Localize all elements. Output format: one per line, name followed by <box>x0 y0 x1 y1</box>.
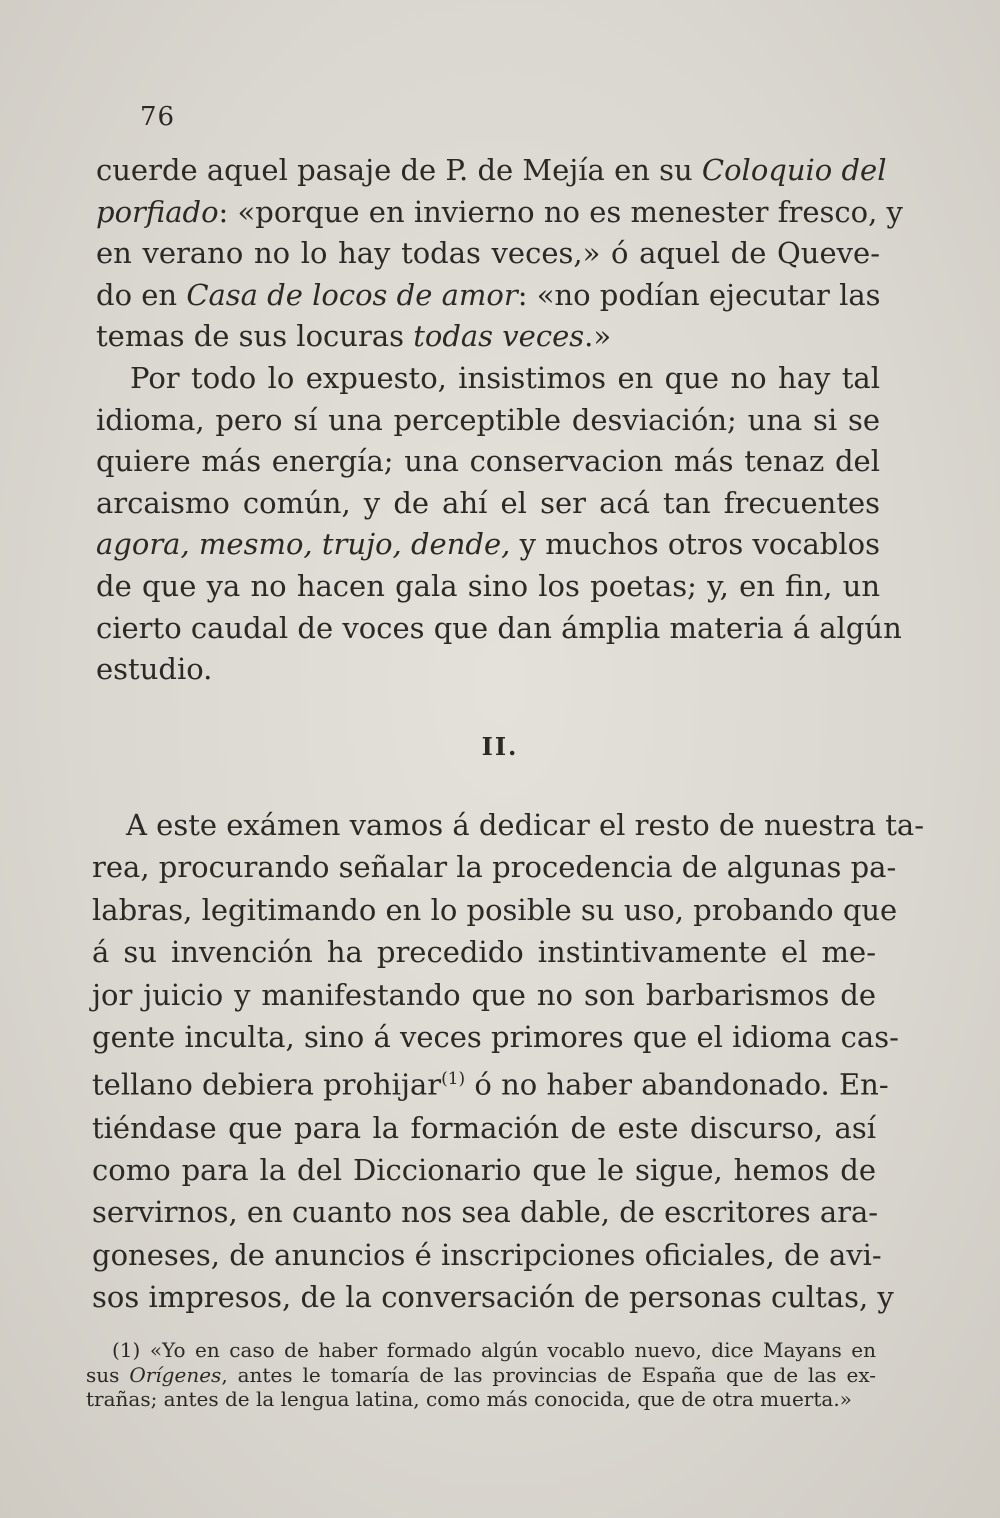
text-line: tiéndase que para la formación de este discurso, así <box>92 1110 876 1145</box>
paragraph-3 <box>92 804 925 1319</box>
text-line: temas de sus locuras todas veces.» <box>96 319 612 354</box>
text-line: goneses, de anuncios é inscripciones oficiales, de avi- <box>92 1237 882 1272</box>
text-line: servirnos, en cuanto nos sea dable, de escritores ara- <box>92 1195 879 1230</box>
text-line: porfiado: «porque en invierno no es menester fresco, y <box>96 194 903 229</box>
footnote-marker: (1) <box>112 1338 141 1362</box>
text-line: rea, procurando señalar la procedencia de algunas pa- <box>92 850 897 885</box>
text-line: sos impresos, de la conversación de personas cultas, y <box>92 1280 894 1315</box>
text-line: jor juicio y manifestando que no son barbarismos de <box>92 977 876 1012</box>
italic-title: Coloquio del <box>701 153 887 187</box>
text-line: cuerde aquel pasaje de P. de Mejía en su Coloquio del <box>96 153 887 187</box>
text-line: como para la del Diccionario que le sigue, hemos de <box>92 1152 876 1187</box>
footnote-line: (1) «Yo en caso de haber formado algún vocablo nuevo, dice Mayans en <box>86 1338 876 1363</box>
text-line: idioma, pero sí una perceptible desviación; una si se <box>96 402 880 437</box>
italic-title: Orígenes <box>129 1362 222 1387</box>
paragraph-2 <box>96 358 902 691</box>
paragraph-1 <box>96 150 903 358</box>
text-line: estudio. <box>96 652 213 687</box>
text-line: labras, legitimando en lo posible su uso, probando que <box>92 892 898 927</box>
page-number: 76 <box>140 102 176 132</box>
text-line: arcaismo común, y de ahí el ser acá tan frecuentes <box>96 485 880 520</box>
text-line: Por todo lo expuesto, insistimos en que no hay tal <box>130 360 880 395</box>
text-line: quiere más energía; una conservacion más tenaz del <box>96 444 880 479</box>
text-line: en verano no lo hay todas veces,» ó aquel de Queve- <box>96 236 880 271</box>
text-line: de que ya no hacen gala sino los poetas; y, en fin, un <box>96 568 880 603</box>
footnote <box>86 1338 876 1412</box>
text-line: cierto caudal de voces que dan ámplia materia á algún <box>96 610 902 645</box>
text-line: á su invención ha precedido instintivamente el me- <box>92 935 876 970</box>
footnote-line: sus Orígenes, antes le tomaría de las provincias de España que de las ex- <box>86 1362 877 1387</box>
text-line: gente inculta, sino á veces primores que el idioma cas- <box>92 1020 899 1055</box>
italic-phrase: todas veces <box>413 319 585 354</box>
text-block-top <box>96 150 903 691</box>
text-line: agora, mesmo, trujo, dende, y muchos otros vocablos <box>96 527 880 562</box>
text-line: A este exámen vamos á dedicar el resto de nuestra ta- <box>126 808 925 842</box>
text-block-bottom <box>92 804 925 1319</box>
footnote-line: trañas; antes de la lengua latina, como más conocida, que de otra muerta.» <box>86 1387 852 1411</box>
italic-words: agora, mesmo, trujo, dende, <box>96 527 511 562</box>
text-line: do en Casa de locos de amor: «no podían ejecutar las <box>96 277 881 312</box>
italic-title: porfiado <box>96 194 219 229</box>
section-heading: II. <box>481 732 519 761</box>
text-line: tellano debiera prohijar$^{(1)}$ ó no haber abandonado. En- <box>92 1068 889 1103</box>
footnote-reference: (1) <box>441 1069 466 1090</box>
italic-title: Casa de locos de amor <box>186 277 518 312</box>
